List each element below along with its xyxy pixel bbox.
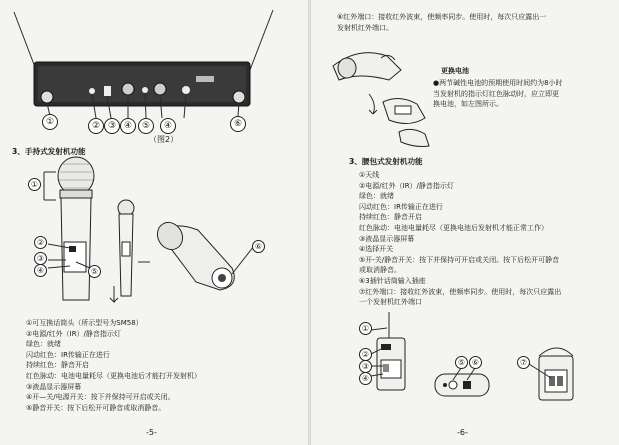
list-item: 绿色：就绪 [26, 340, 61, 349]
list-item: 或取消静音。 [359, 266, 401, 275]
list-item: ③液晶显示器屏幕 [359, 234, 415, 243]
list-item: ②电源/红外（IR）/静音指示灯 [359, 181, 454, 190]
page-number: -5- [146, 428, 157, 437]
section-heading-bodypack: 3、腰包式发射机功能 [349, 157, 423, 166]
bodypack-feature-list [359, 170, 561, 308]
page-number: -6- [457, 428, 468, 437]
bodypack-callout-1: ① [359, 322, 372, 335]
list-item: ⑤开-关/静音开关：按下并保持可开启或关闭。按下后松开可静音 [359, 255, 560, 264]
intro-line: ⑥红外端口：接收红外波束，使频率同步。使用时，每次只应露出一 [337, 13, 547, 21]
bodypack-callout-5: ⑤ [455, 356, 468, 369]
ir-port-intro [337, 12, 546, 33]
bodypack-illustration [311, 310, 619, 430]
figure-caption: （图2） [149, 135, 179, 144]
receiver-rear-illustration [0, 0, 309, 130]
list-item: 红色脉动：电池电量耗尽（更换电池后发射机才能正常工作） [359, 223, 548, 232]
list-item: 持续红色：静音开启 [26, 361, 89, 370]
section-heading-handheld: 3、手持式发射机功能 [12, 147, 86, 156]
manual-page-5 [0, 0, 309, 445]
bodypack-callout-7: ⑦ [517, 356, 530, 369]
manual-page-6 [311, 0, 619, 445]
list-item: 闪动红色：IR传输正在进行 [359, 202, 443, 211]
intro-line: 发射机红外端口。 [337, 23, 393, 32]
list-item: 红色脉动：电池电量耗尽（更换电池后才能打开发射机） [26, 371, 201, 380]
bodypack-callout-6: ⑥ [469, 356, 482, 369]
bodypack-callout-4: ④ [359, 372, 372, 385]
list-item: 一个发射机红外端口 [359, 298, 422, 307]
mic-callout-1: ① [28, 178, 41, 191]
list-item: ⑥3插针话筒输入插座 [359, 276, 426, 285]
mic-callout-5: ⑤ [88, 265, 101, 278]
mic-callout-3: ③ [34, 252, 47, 265]
bodypack-callout-2: ② [359, 348, 372, 361]
list-item: ②电源/红外（IR）/静音指示灯 [26, 329, 121, 338]
battery-text [433, 78, 563, 110]
handheld-feature-list [26, 318, 201, 413]
list-item: ④开—关/电源开关：按下并保持可开启或关闭。 [26, 393, 175, 402]
battery-replacement-illustration [329, 36, 449, 146]
list-item: ⑤静音开关：按下后松开可静音或取消静音。 [26, 403, 166, 412]
battery-line: ●两节碱性电池的预期使用时间约为8小时 [433, 79, 563, 87]
receiver-callout-5: ⑤ [138, 118, 154, 134]
receiver-callout-2: ② [88, 118, 104, 134]
battery-title: 更换电池 [441, 67, 469, 75]
receiver-callout-6: ⑥ [230, 116, 246, 132]
receiver-callout-4: ④ [120, 118, 136, 134]
list-item: ③液晶显示器屏幕 [26, 382, 82, 391]
battery-line: 换电池，如左图所示。 [433, 100, 503, 109]
mic-callout-6: ⑥ [252, 240, 265, 253]
list-item: 持续红色：静音开启 [359, 213, 422, 222]
mic-callout-4: ④ [34, 264, 47, 277]
list-item: ①天线 [359, 171, 380, 179]
battery-line: 当发射机的指示灯红色脉动时，应立即更 [433, 89, 559, 98]
list-item: ⑦红外端口：接收红外波束，使频率同步。使用时，每次只应露出 [359, 287, 562, 296]
receiver-callout-1: ① [42, 114, 58, 130]
mic-callout-2: ② [34, 236, 47, 249]
list-item: ①可互换话筒头（所示型号为SM58） [26, 319, 143, 327]
list-item: ④选择开关 [359, 245, 394, 254]
list-item: 闪动红色：IR传输正在进行 [26, 350, 110, 359]
receiver-callout-4b: ④ [160, 118, 176, 134]
receiver-callout-3: ③ [104, 118, 120, 134]
list-item: 绿色：就绪 [359, 192, 394, 201]
bodypack-callout-3: ③ [359, 360, 372, 373]
handheld-mic-illustration [0, 150, 309, 310]
